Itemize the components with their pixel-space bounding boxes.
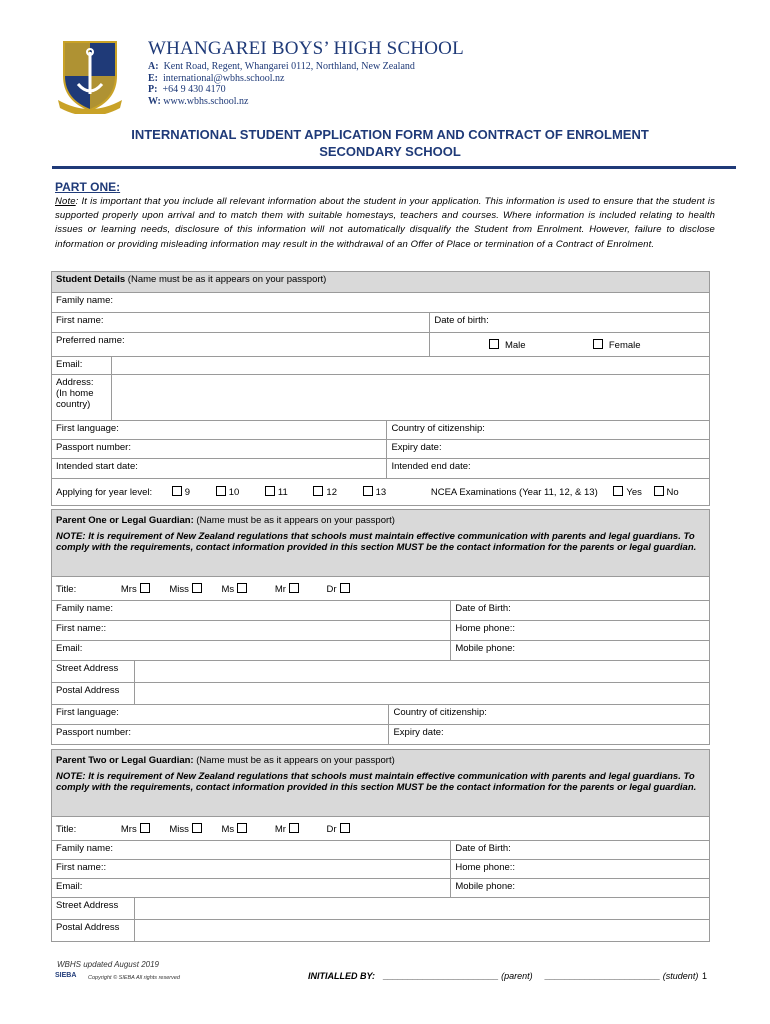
year-9-checkbox[interactable] [172, 486, 182, 496]
male-checkbox[interactable] [489, 339, 499, 349]
parent-one-family-name-field[interactable]: Family name: [52, 601, 451, 621]
ncea-no-checkbox[interactable] [654, 486, 664, 496]
school-name: WHANGAREI BOYS’ HIGH SCHOOL [148, 38, 464, 59]
parent-one-mobile-field[interactable]: Mobile phone: [451, 641, 710, 661]
school-contact-block: A: Kent Road, Regent, Whangarei 0112, Northland, New Zealand E: international@wbhs.school.nz P: +64 9 430 4170 W: www.wbhs.school.nz [148, 61, 415, 107]
student-details-header: Student Details (Name must be as it appears on your passport) [52, 272, 710, 293]
parent-one-postal-field[interactable] [134, 683, 709, 705]
footer-copyright: Copyright © SIEBA All rights reserved [88, 975, 180, 981]
parent-two-family-name-field[interactable]: Family name: [52, 841, 451, 860]
parent-one-first-language-field[interactable]: First language: [52, 705, 389, 725]
parent-two-title-row: Title: Mrs Miss Ms Mr Dr [52, 817, 710, 841]
student-first-name-field[interactable]: First name: [52, 313, 430, 333]
parent-two-ms-checkbox[interactable] [237, 823, 247, 833]
parent-two-mrs-checkbox[interactable] [140, 823, 150, 833]
initialled-label: INITIALLED BY: [308, 971, 375, 981]
student-details-table [51, 271, 710, 506]
parent-one-home-phone-field[interactable]: Home phone:: [451, 621, 710, 641]
parent-two-street-label: Street Address [52, 898, 135, 920]
student-initial-line[interactable]: _______________________ (student) [545, 971, 699, 981]
student-family-name-field[interactable]: Family name: [52, 293, 710, 313]
parent-one-first-name-field[interactable]: First name:: [52, 621, 451, 641]
initialled-by-line [308, 971, 698, 981]
parent-two-header: Parent Two or Legal Guardian: (Name must be as it appears on your passport) NOTE: It is requirement of New Zealand regulations that schools must maintain effective communication with parents and legal guardians. To comply with the requirements, contact information provided in this section MUST be the contact information for the parents or legal guardian. [52, 750, 710, 817]
parent-one-expiry-field[interactable]: Expiry date: [389, 725, 710, 745]
student-first-language-field[interactable]: First language: [52, 421, 387, 440]
student-email-field[interactable] [111, 357, 709, 375]
footer-updated: WBHS updated August 2019 [57, 960, 159, 969]
parent-two-email-field[interactable]: Email: [52, 879, 451, 898]
parent-one-passport-field[interactable]: Passport number: [52, 725, 389, 745]
student-start-date-field[interactable]: Intended start date: [52, 459, 387, 479]
student-passport-field[interactable]: Passport number: [52, 440, 387, 459]
year-12-checkbox[interactable] [313, 486, 323, 496]
school-address: Kent Road, Regent, Whangarei 0112, Northland, New Zealand [163, 61, 415, 72]
parent-one-mr-checkbox[interactable] [289, 583, 299, 593]
parent-one-citizenship-field[interactable]: Country of citizenship: [389, 705, 710, 725]
parent-one-warning: NOTE: It is requirement of New Zealand regulations that schools must maintain effective communication with parents and legal guardians. To comply with the requirements, contact information provided in this section MUST be the contact information for the parents or legal guardian. [56, 531, 697, 553]
student-email-label: Email: [52, 357, 112, 375]
student-dob-field[interactable]: Date of birth: [430, 313, 710, 333]
school-email[interactable]: international@wbhs.school.nz [163, 72, 285, 84]
female-checkbox[interactable] [593, 339, 603, 349]
parent-one-header: Parent One or Legal Guardian: (Name must be as it appears on your passport) NOTE: It is requirement of New Zealand regulations that schools must maintain effective communication with parents and legal guardians. To comply with the requirements, contact information provided in this section MUST be the contact information for the parents or legal guardian. [52, 510, 710, 577]
parent-two-miss-checkbox[interactable] [192, 823, 202, 833]
parent-two-mobile-field[interactable]: Mobile phone: [451, 879, 710, 898]
parent-one-street-label: Street Address [52, 661, 135, 683]
parent-one-mrs-checkbox[interactable] [140, 583, 150, 593]
parent-one-ms-checkbox[interactable] [237, 583, 247, 593]
parent-initial-line[interactable]: _______________________ (parent) [383, 971, 533, 981]
student-address-label: Address: (In home country) [52, 375, 112, 421]
student-expiry-field[interactable]: Expiry date: [387, 440, 710, 459]
parent-one-miss-checkbox[interactable] [192, 583, 202, 593]
parent-two-home-phone-field[interactable]: Home phone:: [451, 860, 710, 879]
student-preferred-name-field[interactable]: Preferred name: [52, 333, 430, 357]
student-address-field[interactable] [111, 375, 709, 421]
parent-two-table [51, 749, 710, 942]
parent-one-table [51, 509, 710, 745]
school-phone: +64 9 430 4170 [162, 84, 226, 95]
part-one-heading: PART ONE: [55, 180, 121, 194]
parent-two-dob-field[interactable]: Date of Birth: [451, 841, 710, 860]
school-website[interactable]: www.wbhs.school.nz [163, 95, 249, 107]
parent-two-first-name-field[interactable]: First name:: [52, 860, 451, 879]
parent-one-email-field[interactable]: Email: [52, 641, 451, 661]
parent-one-dob-field[interactable]: Date of Birth: [451, 601, 710, 621]
year-10-checkbox[interactable] [216, 486, 226, 496]
parent-two-postal-label: Postal Address [52, 920, 135, 942]
parent-one-postal-label: Postal Address [52, 683, 135, 705]
parent-two-dr-checkbox[interactable] [340, 823, 350, 833]
letterhead [50, 36, 730, 112]
parent-two-mr-checkbox[interactable] [289, 823, 299, 833]
year-13-checkbox[interactable] [363, 486, 373, 496]
sieba-logo-icon: SIEBA [55, 972, 77, 979]
ncea-yes-checkbox[interactable] [613, 486, 623, 496]
year-11-checkbox[interactable] [265, 486, 275, 496]
gender-options: Male Female [430, 333, 710, 357]
parent-one-dr-checkbox[interactable] [340, 583, 350, 593]
year-level-row: Applying for year level: 9 10 11 12 13 NCEA Examinations (Year 11, 12, & 13) Yes No [52, 479, 710, 506]
parent-one-street-field[interactable] [134, 661, 709, 683]
page-number: 1 [702, 971, 708, 981]
important-note: Note: It is important that you include all relevant information about the student in your application. This information is used to ensure that the student is supported properly upon arrival and to match them with suitable homestays, teachers and courses. Where information is included relating to health issues or learning needs, disclosure of this information will not automatically disqualify the Student from Enrolment. However, failure to disclose information or providing misleading information may result in the withdrawal of an Offer of Place or termination of a Contract of Enrolment. [55, 196, 715, 250]
parent-one-title-row: Title: Mrs Miss Ms Mr Dr [52, 577, 710, 601]
school-crest-icon [58, 38, 122, 114]
form-title: INTERNATIONAL STUDENT APPLICATION FORM AND CONTRACT OF ENROLMENT SECONDARY SCHOOL [131, 127, 649, 159]
student-citizenship-field[interactable]: Country of citizenship: [387, 421, 710, 440]
parent-two-postal-field[interactable] [134, 920, 709, 942]
title-divider [52, 166, 736, 169]
parent-two-warning: NOTE: It is requirement of New Zealand regulations that schools must maintain effective communication with parents and legal guardians. To comply with the requirements, contact information provided in this section MUST be the contact information for the parents or legal guardian. [56, 771, 697, 793]
student-end-date-field[interactable]: Intended end date: [387, 459, 710, 479]
ncea-label: NCEA Examinations (Year 11, 12, & 13) [430, 487, 598, 498]
parent-two-street-field[interactable] [134, 898, 709, 920]
